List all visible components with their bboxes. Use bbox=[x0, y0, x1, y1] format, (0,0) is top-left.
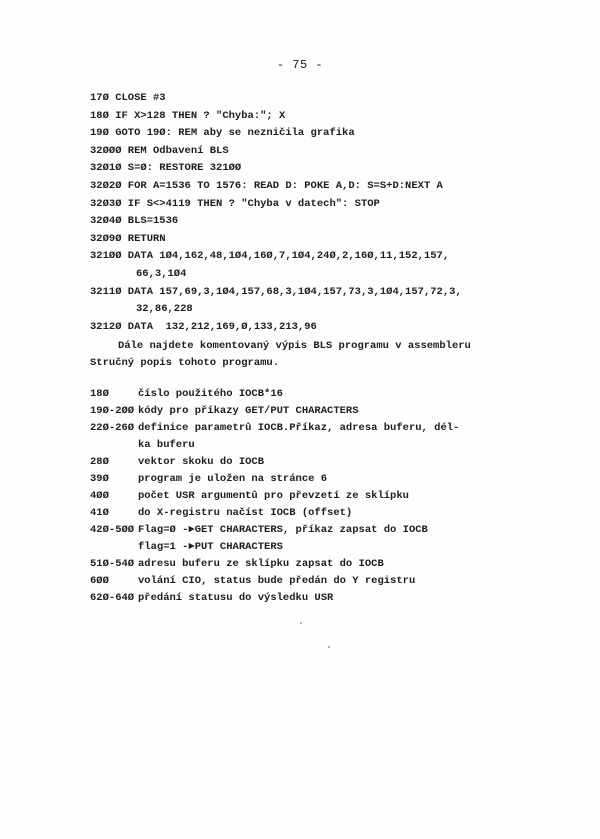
listing-line: 32Ø9Ø RETURN bbox=[90, 232, 166, 245]
note-continuation: flag=1 -►PUT CHARACTERS bbox=[138, 541, 283, 553]
note-row bbox=[90, 454, 520, 471]
listing-line: 32Ø4Ø BLS=1536 bbox=[90, 215, 179, 228]
note-line-ref: 62Ø-64Ø bbox=[90, 592, 135, 604]
note-text: vektor skoku do IOCB bbox=[138, 456, 265, 468]
paper-speck bbox=[300, 622, 302, 624]
note-text: předání statusu do výsledku USR bbox=[138, 592, 334, 604]
line-notes bbox=[90, 386, 520, 607]
note-text: počet USR argumentů pro převzetí ze sklípku bbox=[138, 490, 409, 502]
note-row bbox=[90, 522, 520, 539]
note-text: číslo použitého IOCB*16 bbox=[138, 388, 283, 400]
note-row bbox=[90, 386, 520, 403]
note-line-ref: 6ØØ bbox=[90, 575, 109, 587]
note-line-ref: 28Ø bbox=[90, 456, 109, 468]
note-text: definice parametrů IOCB.Příkaz, adresa buferu, dél- bbox=[138, 422, 460, 434]
listing-line: 66,3,1Ø4 bbox=[136, 267, 187, 280]
paragraph-line: Stručný popis tohoto programu. bbox=[90, 357, 280, 369]
listing-line: 3212Ø DATA 132,212,169,Ø,133,213,96 bbox=[90, 320, 317, 333]
note-row bbox=[90, 556, 520, 573]
listing-line: 32Ø3Ø IF S<>4119 THEN ? "Chyba v datech": STOP bbox=[90, 197, 380, 210]
note-line-ref: 41Ø bbox=[90, 507, 109, 519]
note-line-ref: 18Ø bbox=[90, 388, 109, 400]
paper-speck bbox=[328, 646, 330, 648]
note-text: adresu buferu ze sklípku zapsat do IOCB bbox=[138, 558, 384, 570]
listing-line: 17Ø CLOSE #3 bbox=[90, 92, 166, 104]
listing-line: 32,86,228 bbox=[136, 303, 193, 316]
note-text: Flag=Ø -►GET CHARACTERS, příkaz zapsat do IOCB bbox=[138, 524, 428, 536]
note-line-ref: 4ØØ bbox=[90, 490, 109, 502]
description-paragraph bbox=[90, 338, 520, 372]
paragraph-line: Dále najdete komentovaný výpis BLS programu v assembleru bbox=[118, 340, 471, 352]
note-row bbox=[90, 573, 520, 590]
note-row bbox=[90, 590, 520, 607]
note-row bbox=[90, 488, 520, 505]
basic-listing bbox=[90, 90, 520, 336]
listing-line: 32ØØØ REM Odbavení BLS bbox=[90, 144, 229, 157]
note-line-ref: 42Ø-5ØØ bbox=[90, 524, 135, 536]
listing-line: 18Ø IF X>128 THEN ? "Chyba:"; X bbox=[90, 109, 286, 122]
note-text: volání CIO, status bude předán do Y registru bbox=[138, 575, 416, 587]
note-text: program je uložen na stránce 6 bbox=[138, 473, 328, 485]
note-row bbox=[90, 471, 520, 488]
listing-line: 32Ø2Ø FOR A=1536 TO 1576: READ D: POKE A,D: S=S+D:NEXT A bbox=[90, 179, 443, 192]
note-row bbox=[90, 505, 520, 522]
note-line-ref: 51Ø-54Ø bbox=[90, 558, 135, 570]
listing-line: 321ØØ DATA 1Ø4,162,48,1Ø4,16Ø,7,1Ø4,24Ø,2,16Ø,11,152,157, bbox=[90, 250, 450, 263]
listing-line: 3211Ø DATA 157,69,3,1Ø4,157,68,3,1Ø4,157,73,3,1Ø4,157,72,3, bbox=[90, 285, 462, 298]
page-number: - 75 - bbox=[276, 58, 324, 72]
note-line-ref: 19Ø-2ØØ bbox=[90, 405, 135, 417]
note-line-ref: 39Ø bbox=[90, 473, 109, 485]
note-text: do X-registru načíst IOCB (offset) bbox=[138, 507, 353, 519]
listing-line: 32Ø1Ø S=Ø: RESTORE 321ØØ bbox=[90, 162, 242, 175]
note-row bbox=[90, 403, 520, 420]
note-line-ref: 22Ø-26Ø bbox=[90, 422, 135, 434]
note-row bbox=[90, 420, 520, 437]
note-text: kódy pro příkazy GET/PUT CHARACTERS bbox=[138, 405, 359, 417]
note-continuation: ka buferu bbox=[138, 439, 195, 451]
listing-line: 19Ø GOTO 19Ø: REM aby se nezničila grafika bbox=[90, 127, 355, 140]
